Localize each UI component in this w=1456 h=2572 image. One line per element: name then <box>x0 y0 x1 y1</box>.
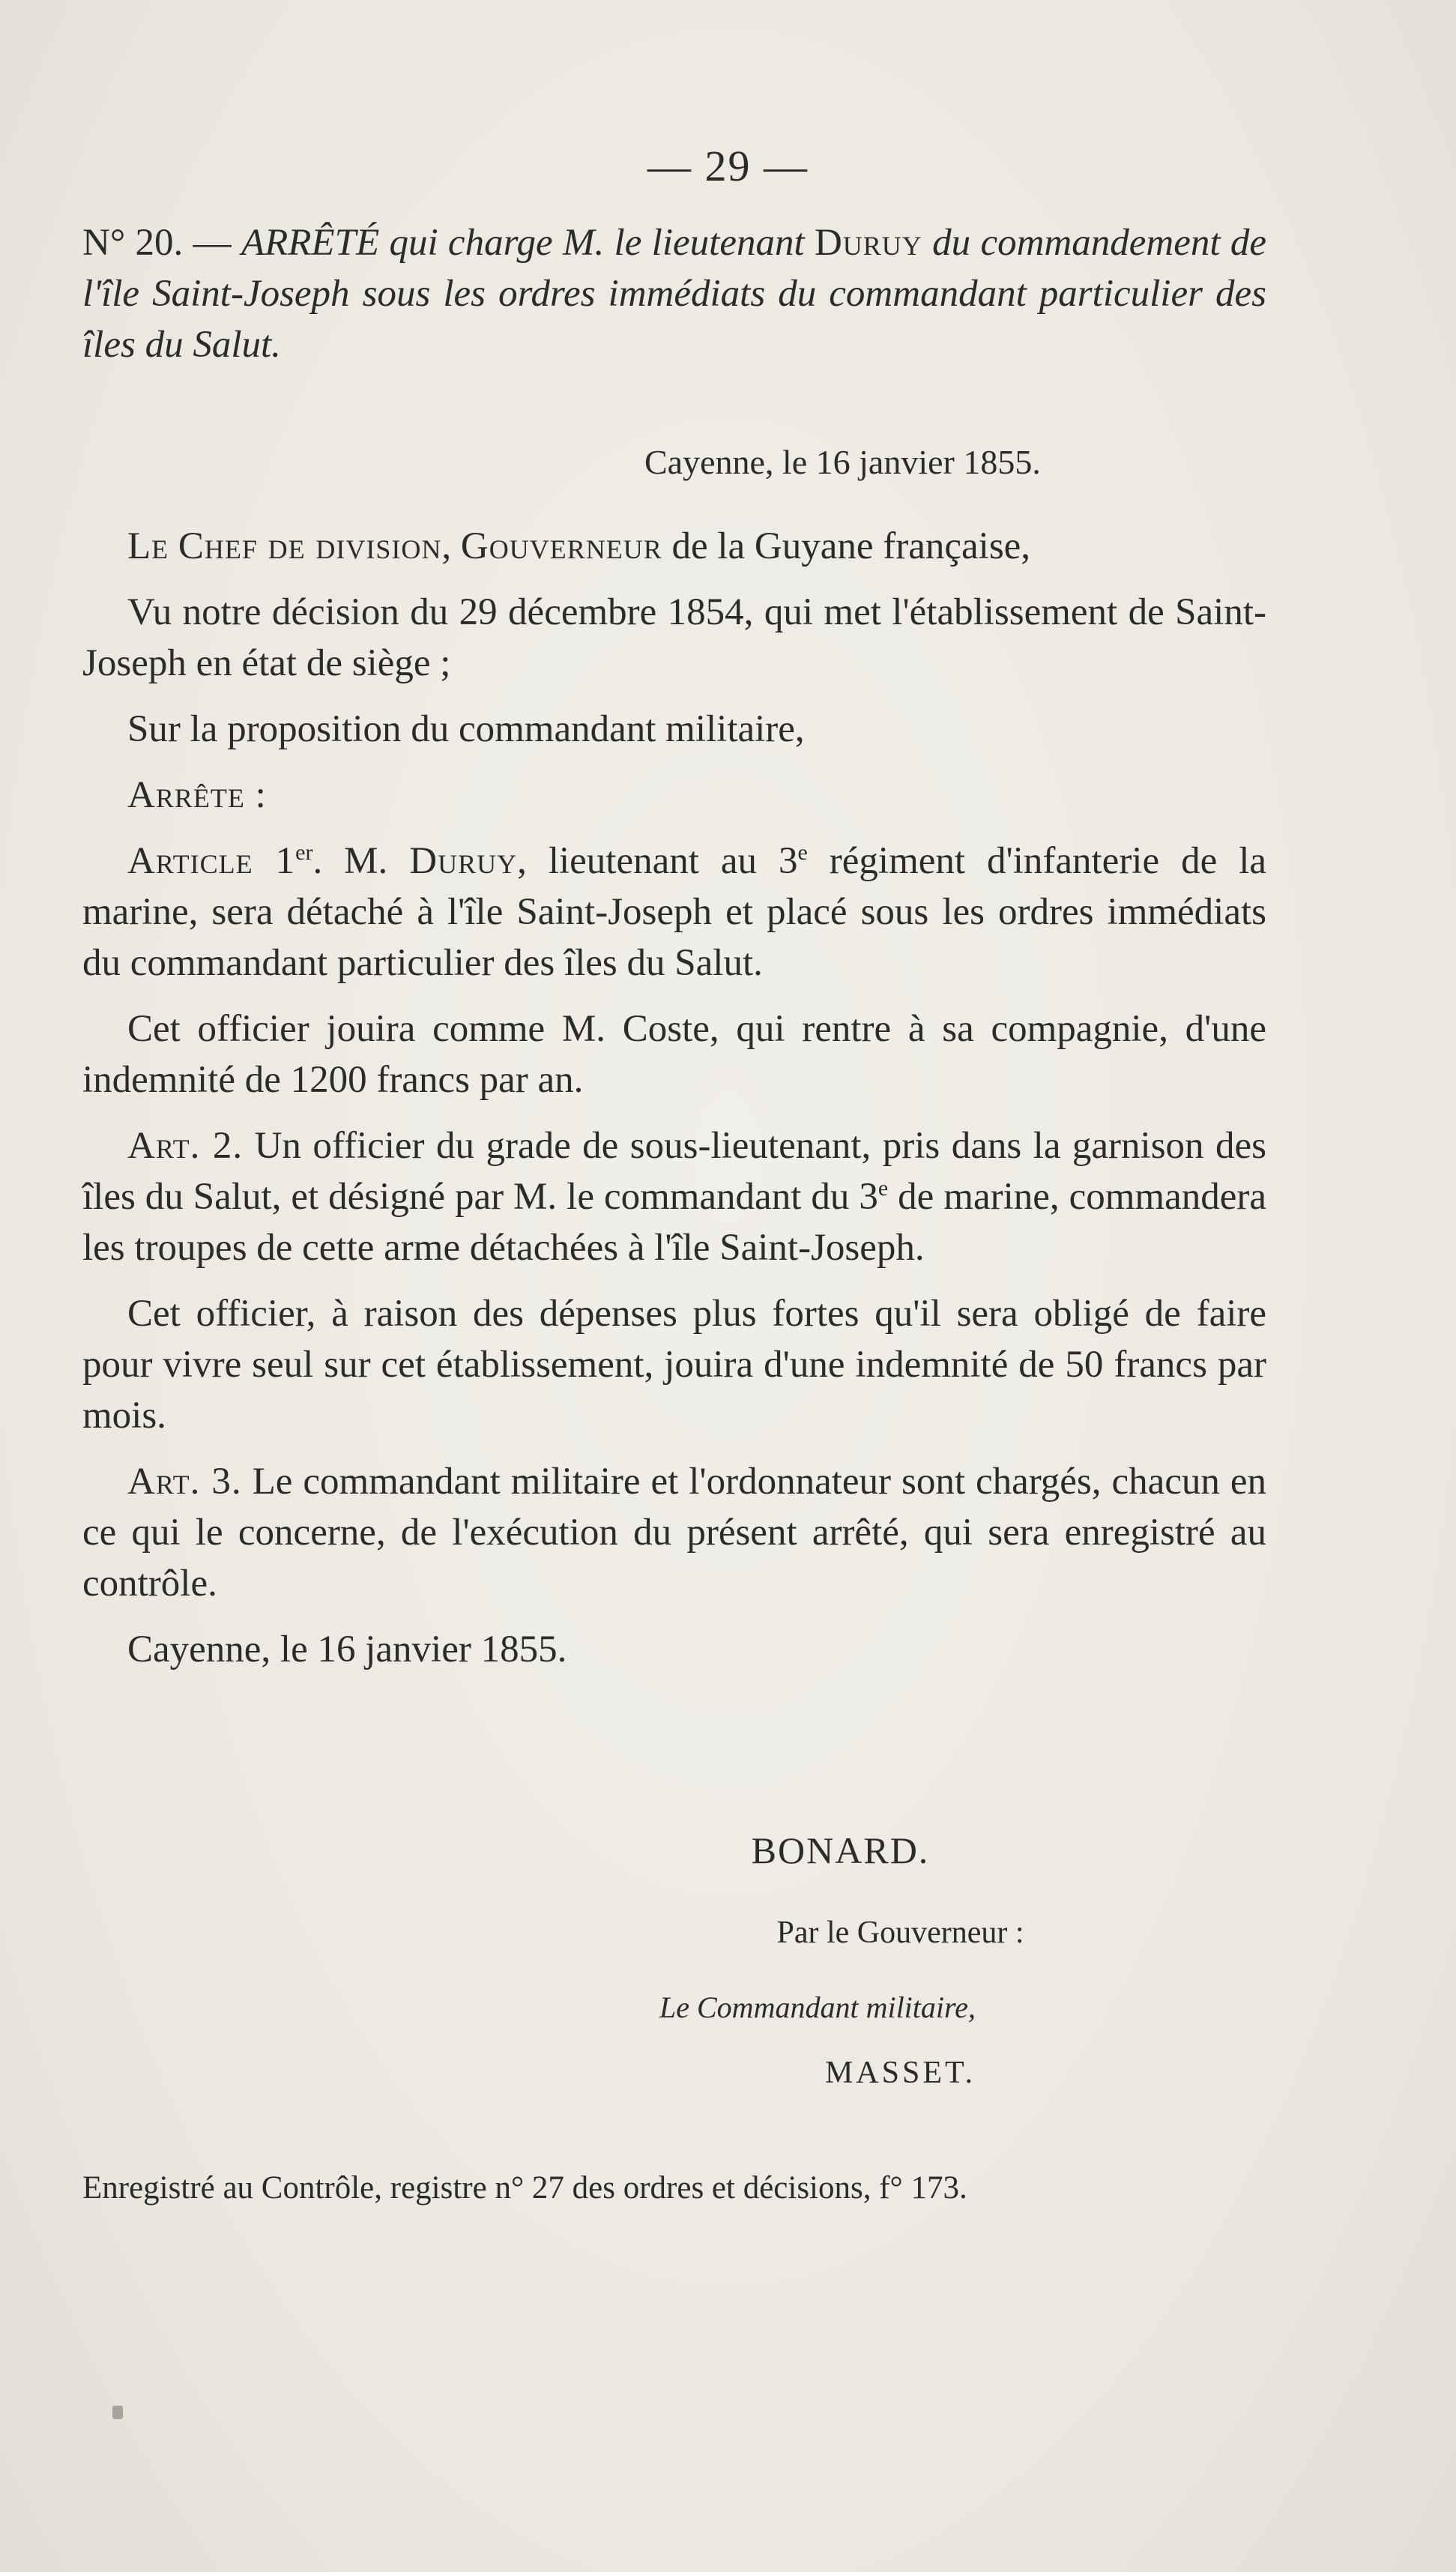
preamble-chef: Chef de division <box>178 525 442 567</box>
article-1 <box>82 836 1266 988</box>
article-1-para-2: Cet officier jouira comme M. Coste, qui rentre à sa compagnie, d'une indemnité de 1200 francs par an. <box>82 1008 1266 1101</box>
considerant-1: Vu notre décision du 29 décembre 1854, qui met l'établissement de Saint-Joseph en état de siège ; <box>82 591 1266 684</box>
article-1-text-b: régiment d'infanterie de la marine, sera détaché à l'île Saint-Joseph et placé sous les ordres immédiats du commandant particulier des îles du Salut. <box>82 840 1267 984</box>
preamble-le: Le <box>127 525 169 567</box>
article-2-para-2: Cet officier, à raison des dépenses plus fortes qu'il sera obligé de faire pour vivre seul sur cet établissement, jouira d'une indemnité de 50 francs par mois. <box>82 1293 1266 1437</box>
article-1-name: Duruy <box>409 840 518 882</box>
article-1-text-a: , lieutenant au 3 <box>517 840 798 882</box>
article-3 <box>82 1456 1266 1609</box>
registration-note: Enregistré au Contrôle, registre n° 27 des ordres et décisions, f° 173. <box>82 2170 967 2206</box>
article-3-label: Art. 3. <box>127 1461 242 1503</box>
signature: BONARD. <box>751 1829 930 1871</box>
page-number: — 29 — <box>647 142 809 190</box>
article-3-text: Le commandant militaire et l'ordonnateur sont chargés, chacun en ce qui le concerne, de l'exécution du présent arrêté, qui sera enregistré au contrôle. <box>82 1461 1266 1605</box>
article-1-after-label: . M. <box>312 840 388 882</box>
preamble-sep: , <box>441 525 452 567</box>
par-le-gouverneur: Par le Gouverneur : <box>776 1916 1024 1950</box>
decree-arrete: ARRÊTÉ <box>241 222 380 264</box>
article-1-label: Article 1 <box>127 840 296 882</box>
article-2-sup: e <box>877 1176 889 1201</box>
decree-title-part2: du commandement de l'île Saint-Joseph sous les ordres immédiats du commandant particulier des îles du Salut. <box>82 222 1267 366</box>
arrete-label: Arrête : <box>127 774 267 816</box>
preamble <box>82 521 1266 572</box>
article-1-sup2: e <box>797 840 808 865</box>
considerant-2: Sur la proposition du commandant militaire, <box>127 708 805 750</box>
article-1-sup: er <box>295 840 313 865</box>
article-2-text-b: de marine, commandera les troupes de cette arme détachées à l'île Saint-Joseph. <box>82 1176 1266 1269</box>
article-2-text-a: Un officier du grade de sous-lieutenant, pris dans la garnison des îles du Salut, et désigné par M. le commandant du 3 <box>82 1125 1266 1218</box>
decree-number: N° 20. — <box>82 222 232 264</box>
ink-mark <box>112 2406 123 2419</box>
dateline: Cayenne, le 16 janvier 1855. <box>644 443 1041 481</box>
closing-date: Cayenne, le 16 janvier 1855. <box>127 1628 567 1670</box>
article-2-label: Art. 2. <box>127 1125 244 1167</box>
decree-name: Duruy <box>814 222 922 264</box>
decree-heading <box>82 217 1266 370</box>
commandant-name: MASSET. <box>824 2056 976 2090</box>
article-2 <box>82 1120 1266 1273</box>
preamble-rest: de la Guyane française, <box>671 525 1031 567</box>
decree-body <box>82 521 1266 1675</box>
decree-title-part1: qui charge M. le lieutenant <box>389 222 805 264</box>
preamble-gouverneur: Gouverneur <box>460 525 662 567</box>
commandant-title: Le Commandant militaire, <box>659 1990 976 2024</box>
